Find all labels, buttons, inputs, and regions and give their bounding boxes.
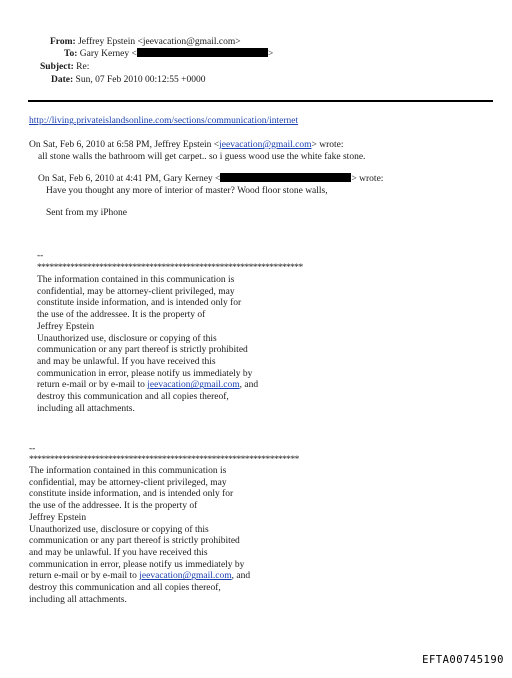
disclaimer1-email-link[interactable]: jeevacation@gmail.com <box>147 380 240 391</box>
reply2-text: Have you thought any more of interior of master? Wood floor stone walls, <box>46 186 328 196</box>
internet-link[interactable] <box>29 115 298 127</box>
reply1-intro <box>29 139 344 151</box>
from-value: Jeffrey Epstein <jeevacation@gmail.com> <box>78 37 241 47</box>
reply1-email-link[interactable]: jeevacation@gmail.com <box>219 140 312 150</box>
disclaimer1-stars: **************************************************************** <box>37 263 303 273</box>
disclaimer2-text <box>29 466 250 606</box>
date-label: Date: <box>51 75 74 85</box>
disclaimer1-dash: -- <box>37 251 44 261</box>
disclaimer2-text-a: The information contained in this communication is confidential, may be attorney-client privileged, may constitute inside information, and is intended only for the use of the addressee. It is the property of Jeffrey Epstein Unauthorized use, disclosure or copying of this communication or any part thereof is strictly prohibited and may be unlawful. If you have received this communication in error, please notify us immediately by return e-mail or by e-mail to <box>29 466 245 582</box>
subject-label: Subject: <box>40 62 74 72</box>
from-label: From: <box>50 37 76 47</box>
reply2-intro-post: > wrote: <box>351 174 384 184</box>
reply1-text: all stone walls the bathroom will get carpet.. so i guess wood use the white fake stone. <box>38 152 366 162</box>
header-divider <box>28 100 493 102</box>
disclaimer1-text-b: , and destroy this communication and all copies thereof, including all attachments. <box>37 380 259 414</box>
redaction-box-2 <box>220 173 351 182</box>
subject-row <box>40 61 89 73</box>
reply2-intro <box>38 173 383 185</box>
reply1-intro-pre: On Sat, Feb 6, 2010 at 6:58 PM, Jeffrey Epstein < <box>29 140 220 150</box>
to-name: Gary Kerney < <box>79 49 137 59</box>
date-value: Sun, 07 Feb 2010 00:12:55 +0000 <box>75 75 206 85</box>
disclaimer2-email-link[interactable]: jeevacation@gmail.com <box>139 571 232 582</box>
disclaimer1-text <box>37 275 258 415</box>
from-row <box>50 36 241 48</box>
document-id: EFTA00745190 <box>422 654 504 666</box>
subject-value: Re: <box>76 62 90 72</box>
disclaimer2-dash: -- <box>29 444 36 454</box>
to-end: > <box>267 49 274 59</box>
redaction-box <box>137 48 268 57</box>
reply1-intro-post: > wrote: <box>311 140 344 150</box>
to-row <box>64 48 273 60</box>
date-row <box>51 74 205 86</box>
sent-from: Sent from my iPhone <box>46 208 128 218</box>
internet-link-text[interactable]: http://living.privateislandsonline.com/sections/communication/internet <box>29 116 299 126</box>
reply2-intro-pre: On Sat, Feb 6, 2010 at 4:41 PM, Gary Kerney < <box>38 174 221 184</box>
disclaimer1-text-a: The information contained in this communication is confidential, may be attorney-client privileged, may constitute inside information, and is intended only for the use of the addressee. It is the property of Jeffrey Epstein Unauthorized use, disclosure or copying of this communication or any part thereof is strictly prohibited and may be unlawful. If you have received this communication in error, please notify us immediately by return e-mail or by e-mail to <box>37 275 253 391</box>
disclaimer2-text-b: , and destroy this communication and all copies thereof, including all attachments. <box>29 571 251 605</box>
disclaimer2-stars: ***************************************************************** <box>29 455 299 465</box>
to-label: To: <box>64 49 78 59</box>
